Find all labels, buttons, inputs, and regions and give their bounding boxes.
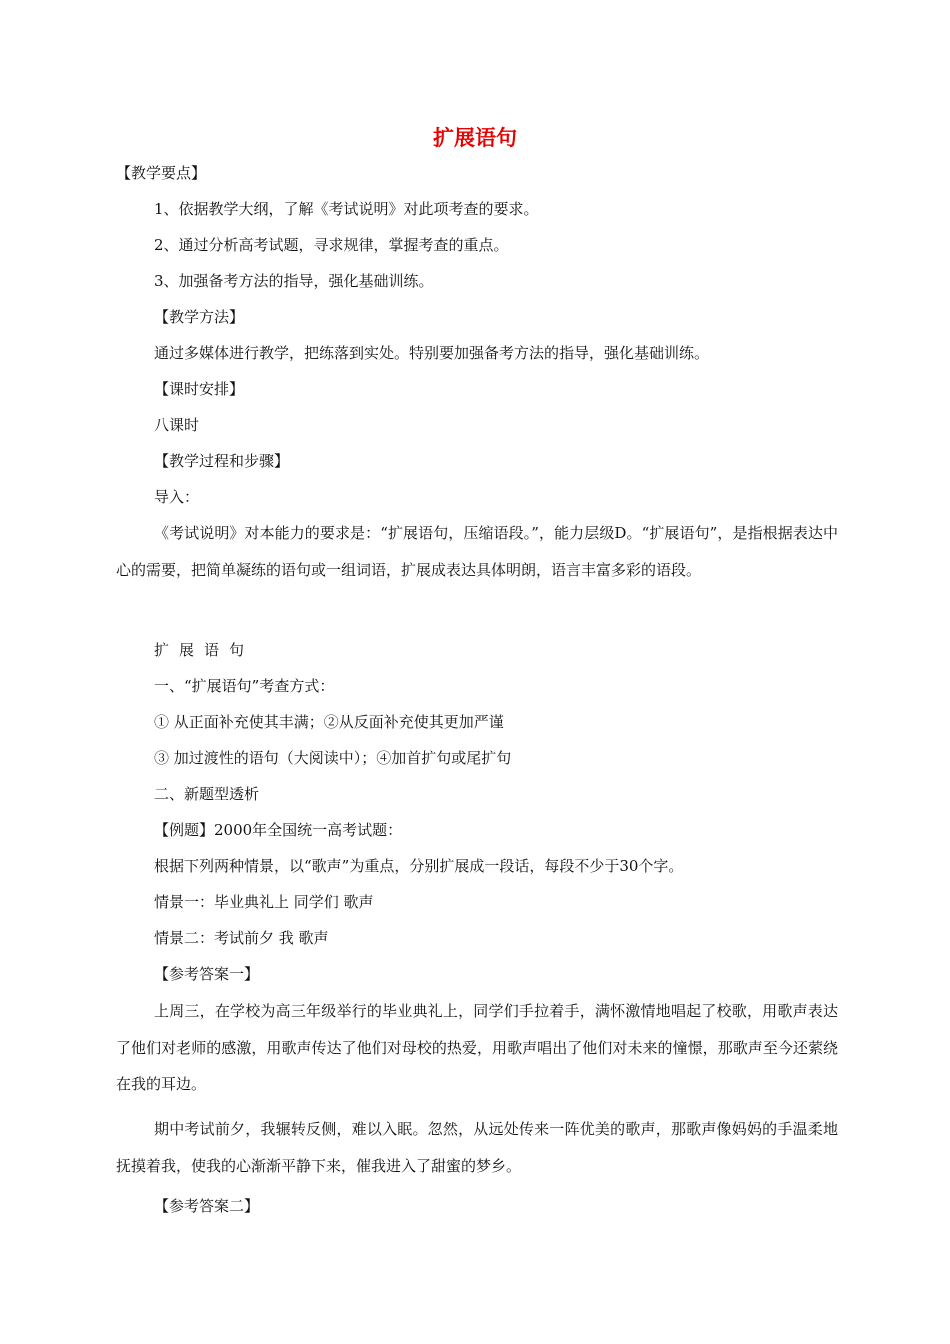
process-heading: 【教学过程和步骤】	[154, 452, 290, 470]
key-point-3: 3、加强备考方法的指导，强化基础训练。	[154, 272, 434, 290]
method-text: 通过多媒体进行教学，把练落到实处。特别要加强备考方法的指导，强化基础训练。	[154, 344, 710, 362]
intro-paragraph: 《考试说明》对本能力的要求是：“扩展语句，压缩语段。”，能力层级D。“扩展语句”，是指根据表达中心的需要，把简单凝练的语句或一组词语，扩展成表达具体明朗，语言丰富多彩的语段。	[116, 524, 838, 579]
example-task: 根据下列两种情景，以“歌声”为重点，分别扩展成一段话，每段不少于30个字。	[154, 857, 684, 875]
subtitle: 扩展语句	[154, 641, 255, 659]
part-one-heading: 一、“扩展语句”考查方式：	[154, 677, 335, 695]
scene-one: 情景一：毕业典礼上 同学们 歌声	[154, 893, 374, 911]
part-one-item-2: ③ 加过渡性的语句（大阅读中）；④加首扩句或尾扩句	[154, 749, 512, 767]
schedule-text: 八课时	[154, 416, 200, 434]
key-point-2: 2、通过分析高考试题，寻求规律，掌握考查的重点。	[154, 236, 509, 254]
intro-label: 导入：	[154, 488, 200, 506]
method-heading: 【教学方法】	[154, 308, 245, 326]
key-point-1: 1、依据教学大纲，了解《考试说明》对此项考查的要求。	[154, 200, 539, 218]
part-one-item-1: ① 从正面补充使其丰满；②从反面补充使其更加严谨	[154, 713, 504, 731]
answer-one-paragraph-2: 期中考试前夕，我辗转反侧，难以入眠。忽然，从远处传来一阵优美的歌声，那歌声像妈妈的手温柔地抚摸着我，使我的心渐渐平静下来，催我进入了甜蜜的梦乡。	[116, 1120, 838, 1175]
schedule-heading: 【课时安排】	[154, 380, 245, 398]
scene-two: 情景二：考试前夕 我 歌声	[154, 929, 329, 947]
answer-one-heading: 【参考答案一】	[154, 965, 260, 983]
part-two-heading: 二、新题型透析	[154, 785, 260, 803]
answer-two-heading: 【参考答案二】	[154, 1197, 260, 1215]
example-line: 【例题】2000年全国统一高考试题：	[154, 821, 403, 839]
page-title: 扩展语句	[433, 126, 517, 150]
key-points-heading: 【教学要点】	[116, 164, 207, 182]
answer-one-paragraph-1: 上周三，在学校为高三年级举行的毕业典礼上，同学们手拉着手，满怀激情地唱起了校歌，用歌声表达了他们对老师的感激，用歌声传达了他们对母校的热爱，用歌声唱出了他们对未来的憧憬，那歌声至今还萦绕在我的耳边。	[116, 1002, 838, 1093]
